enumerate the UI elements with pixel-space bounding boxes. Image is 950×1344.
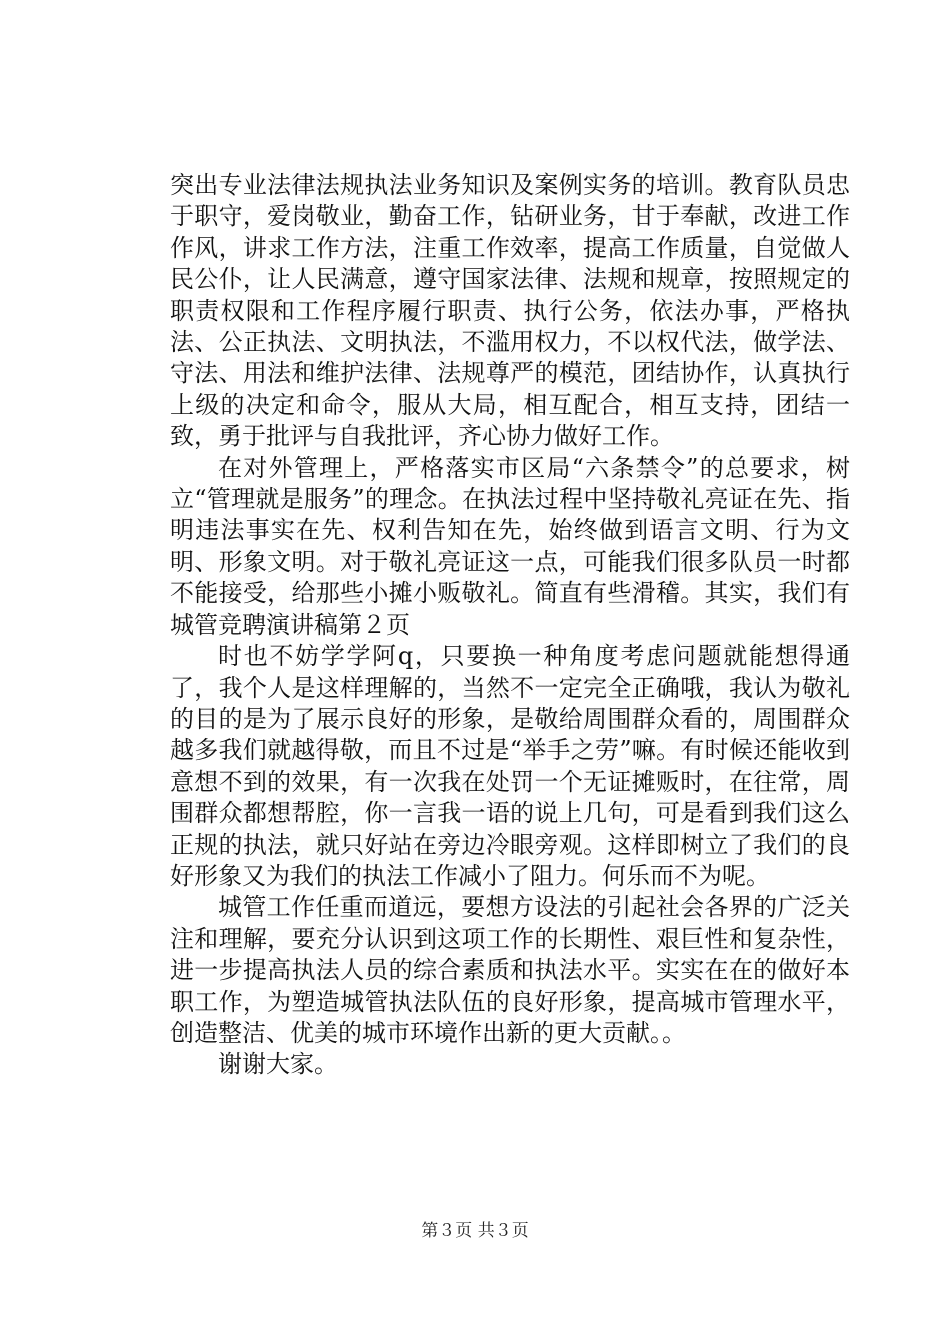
paragraph-1: 突出专业法律法规执法业务知识及案例实务的培训。教育队员忠于职守，爱岗敬业，勤奋工作，钻研业务，甘于奉献，改进工作作风，讲求工作方法，注重工作效率，提高工作质量，自觉做人民公仆，让人民满意，遵守国家法律、法规和规章，按照规定的职责权限和工作程序履行职责、执行公务，依法办事，严格执法、公正执法、文明执法，不滥用权力，不以权代法，做学法、守法、用法和维护法律、法规尊严的模范，团结协作，认真执行上级的决定和命令，服从大局，相互配合，相互支持，团结一致，勇于批评与自我批评，齐心协力做好工作。 — [170, 171, 850, 451]
page-footer: 第３页 共３页 — [421, 1221, 529, 1241]
paragraph-5: 谢谢大家。 — [218, 1050, 338, 1079]
document-body — [170, 170, 850, 1081]
paragraph-2: 在对外管理上，严格落实市区局“六条禁令”的总要求，树立“管理就是服务”的理念。在执法过程中坚持敬礼亮证在先、指明违法事实在先、权利告知在先，始终做到语言文明、行为文明、形象文明。对于敬礼亮证这一点，可能我们很多队员一时都不能接受，给那些小摊小贩敬礼。简直有些滑稽。其实，我们有城管竞聘演讲稿第２页 — [170, 453, 850, 639]
paragraph-3: 时也不妨学学阿q，只要换一种角度考虑问题就能想得通了，我个人是这样理解的，当然不一定完全正确哦，我认为敬礼的目的是为了展示良好的形象，是敬给周围群众看的，周围群众越多我们就越得敬，而且不过是“举手之劳”嘛。有时候还能收到意想不到的效果，有一次我在处罚一个无证摊贩时，在往常，周围群众都想帮腔，你一言我一语的说上几句，可是看到我们这么正规的执法，就只好站在旁边冷眼旁观。这样即树立了我们的良好形象又为我们的执法工作减小了阻力。何乐而不为呢。 — [170, 642, 850, 890]
paragraph-4: 城管工作任重而道远，要想方设法的引起社会各界的广泛关注和理解，要充分认识到这项工作的长期性、艰巨性和复杂性，进一步提高执法人员的综合素质和执法水平。实实在在的做好本职工作，为塑造城管执法队伍的良好形象，提高城市管理水平，创造整洁、优美的城市环境作出新的更大贡献。。 — [170, 893, 850, 1047]
